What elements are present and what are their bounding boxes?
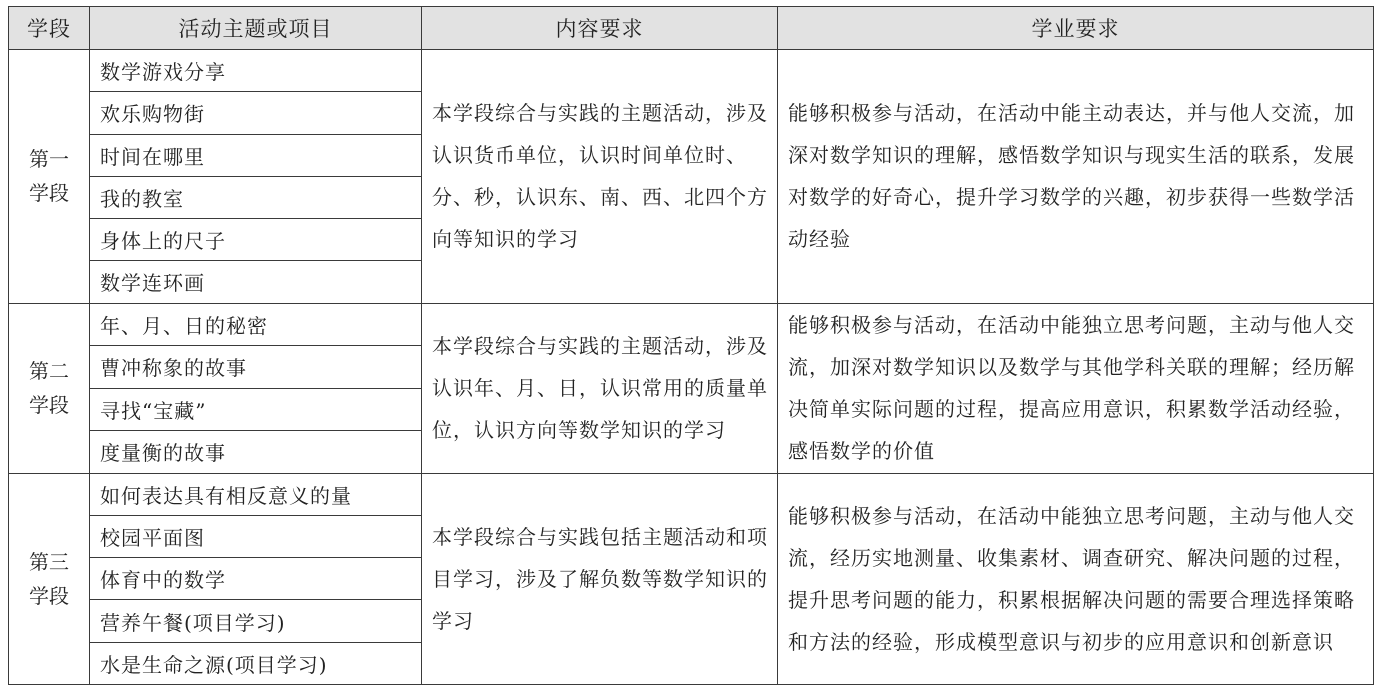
stage-label: 学段	[29, 583, 69, 608]
content-requirement-cell: 本学段综合与实践的主题活动，涉及认识年、月、日，认识常用的质量单位，认识方向等数学知识的学习	[422, 303, 778, 473]
topic-cell: 数学游戏分享	[90, 50, 422, 92]
content-requirement-cell: 本学段综合与实践的主题活动，涉及认识货币单位，认识时间单位时、分、秒，认识东、南、西、北四个方向等知识的学习	[422, 50, 778, 304]
topic-cell: 欢乐购物街	[90, 92, 422, 134]
stage-label: 学段	[29, 393, 69, 418]
topic-cell: 数学连环画	[90, 261, 422, 303]
header-stage: 学段	[9, 7, 90, 50]
topic-cell: 度量衡的故事	[90, 431, 422, 474]
stage-cell	[9, 303, 90, 473]
header-topic: 活动主题或项目	[90, 7, 422, 50]
curriculum-table	[8, 6, 1374, 685]
topic-cell: 水是生命之源(项目学习)	[90, 642, 422, 684]
table-row	[9, 303, 1374, 346]
topic-cell: 寻找“宝藏”	[90, 388, 422, 431]
topic-cell: 时间在哪里	[90, 134, 422, 176]
academic-requirement-cell: 能够积极参与活动，在活动中能独立思考问题，主动与他人交流，加深对数学知识以及数学与其他学科关联的理解；经历解决简单实际问题的过程，提高应用意识，积累数学活动经验，感悟数学的价值	[778, 303, 1374, 473]
stage-label: 第二	[29, 359, 69, 384]
header-row	[9, 7, 1374, 50]
stage-label: 第一	[29, 147, 69, 172]
stage-label: 第三	[29, 549, 69, 574]
stage-cell	[9, 473, 90, 684]
header-academic: 学业要求	[778, 7, 1374, 50]
table-row	[9, 50, 1374, 92]
topic-cell: 营养午餐(项目学习)	[90, 600, 422, 642]
topic-cell: 校园平面图	[90, 515, 422, 557]
content-requirement-cell: 本学段综合与实践包括主题活动和项目学习，涉及了解负数等数学知识的学习	[422, 473, 778, 684]
header-content: 内容要求	[422, 7, 778, 50]
topic-cell: 身体上的尺子	[90, 219, 422, 261]
topic-cell: 曹冲称象的故事	[90, 346, 422, 389]
academic-requirement-cell: 能够积极参与活动，在活动中能独立思考问题，主动与他人交流，经历实地测量、收集素材、调查研究、解决问题的过程，提升思考问题的能力，积累根据解决问题的需要合理选择策略和方法的经验，形成模型意识与初步的应用意识和创新意识	[778, 473, 1374, 684]
topic-cell: 体育中的数学	[90, 558, 422, 600]
topic-cell: 我的教室	[90, 176, 422, 218]
topic-cell: 年、月、日的秘密	[90, 303, 422, 346]
stage-cell	[9, 50, 90, 304]
table-row	[9, 473, 1374, 515]
stage-label: 学段	[29, 181, 69, 206]
academic-requirement-cell: 能够积极参与活动，在活动中能主动表达，并与他人交流，加深对数学知识的理解，感悟数学知识与现实生活的联系，发展对数学的好奇心，提升学习数学的兴趣，初步获得一些数学活动经验	[778, 50, 1374, 304]
topic-cell: 如何表达具有相反意义的量	[90, 473, 422, 515]
